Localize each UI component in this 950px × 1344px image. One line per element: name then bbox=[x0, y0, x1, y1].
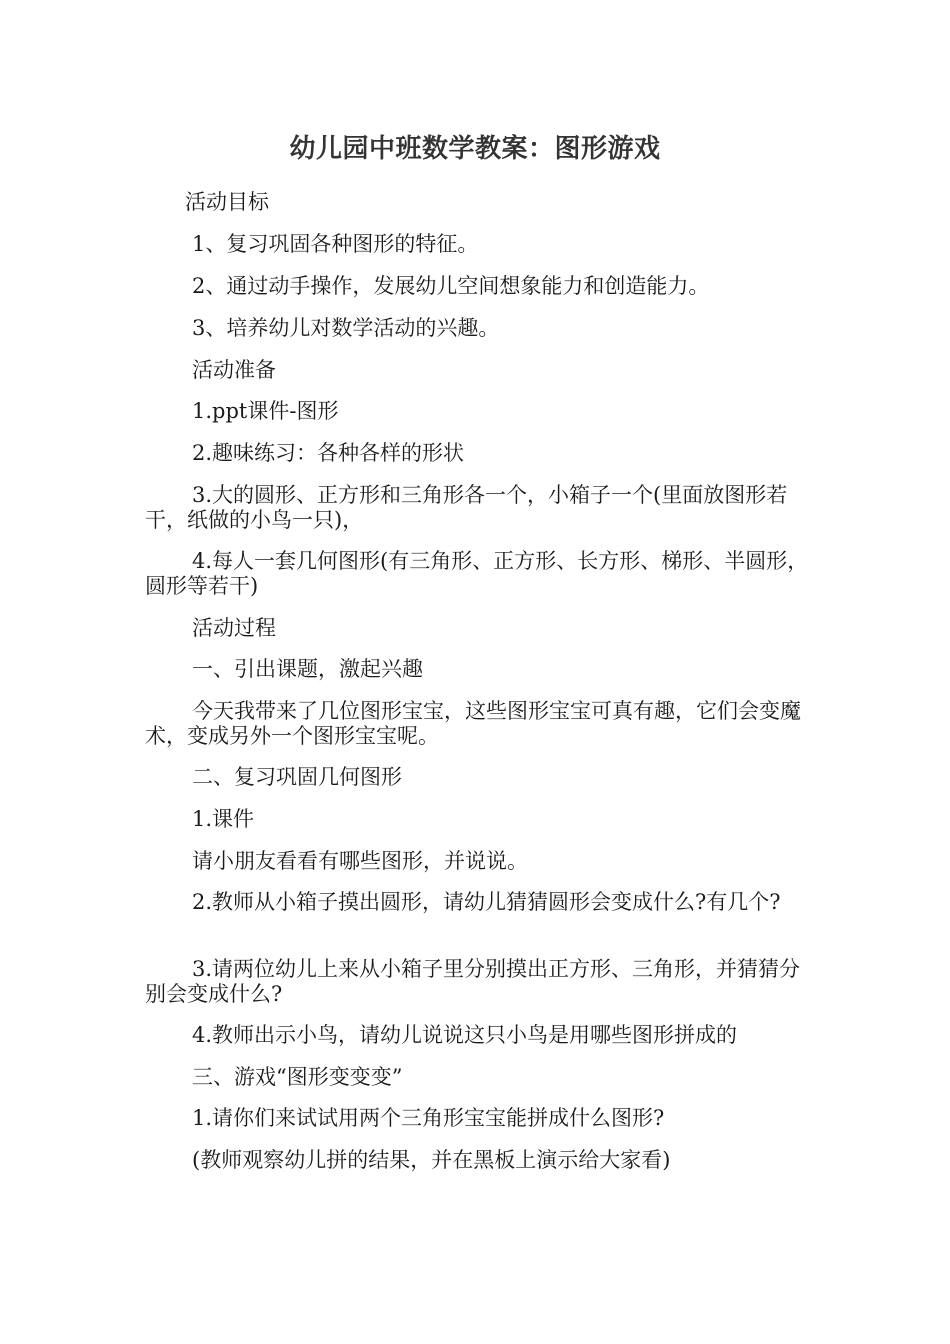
paragraph: 2.趣味练习：各种各样的形状 bbox=[192, 441, 465, 465]
paragraph: 4.教师出示小鸟，请幼儿说说这只小鸟是用哪些图形拼成的 bbox=[192, 1023, 738, 1047]
paragraph: 4.每人一套几何图形(有三角形、正方形、长方形、梯形、半圆形，圆形等若干) bbox=[145, 549, 809, 598]
paragraph: 1.请你们来试试用两个三角形宝宝能拼成什么图形? bbox=[192, 1106, 665, 1130]
paragraph: 3.请两位幼儿上来从小箱子里分别摸出正方形、三角形，并猜猜分别会变成什么? bbox=[145, 957, 801, 1006]
subheading: 一、引出课题，激起兴趣 bbox=[192, 657, 423, 681]
paragraph: 今天我带来了几位图形宝宝，这些图形宝宝可真有趣，它们会变魔术，变成另外一个图形宝宝呢。 bbox=[145, 699, 801, 748]
paragraph: 3.大的圆形、正方形和三角形各一个，小箱子一个(里面放图形若干，纸做的小鸟一只)， bbox=[145, 483, 788, 532]
section-heading-process: 活动过程 bbox=[192, 616, 276, 640]
paragraph: 1.课件 bbox=[192, 807, 255, 831]
subheading: 二、复习巩固几何图形 bbox=[192, 765, 402, 789]
document-title: 幼儿园中班数学教案：图形游戏 bbox=[289, 134, 661, 164]
paragraph: (教师观察幼儿拼的结果，并在黑板上演示给大家看) bbox=[192, 1148, 671, 1172]
paragraph: 2.教师从小箱子摸出圆形，请幼儿猜猜圆形会变成什么?有几个? bbox=[192, 890, 781, 914]
paragraph: 2、通过动手操作，发展幼儿空间想象能力和创造能力。 bbox=[192, 274, 710, 298]
paragraph: 1、复习巩固各种图形的特征。 bbox=[192, 232, 479, 256]
subheading: 三、游戏“图形变变变” bbox=[192, 1065, 403, 1089]
paragraph: 请小朋友看看有哪些图形，并说说。 bbox=[192, 849, 528, 873]
section-heading-preparation: 活动准备 bbox=[192, 358, 276, 382]
paragraph: 1.ppt课件-图形 bbox=[192, 399, 339, 423]
section-heading-goals: 活动目标 bbox=[185, 190, 269, 214]
paragraph: 3、培养幼儿对数学活动的兴趣。 bbox=[192, 316, 500, 340]
